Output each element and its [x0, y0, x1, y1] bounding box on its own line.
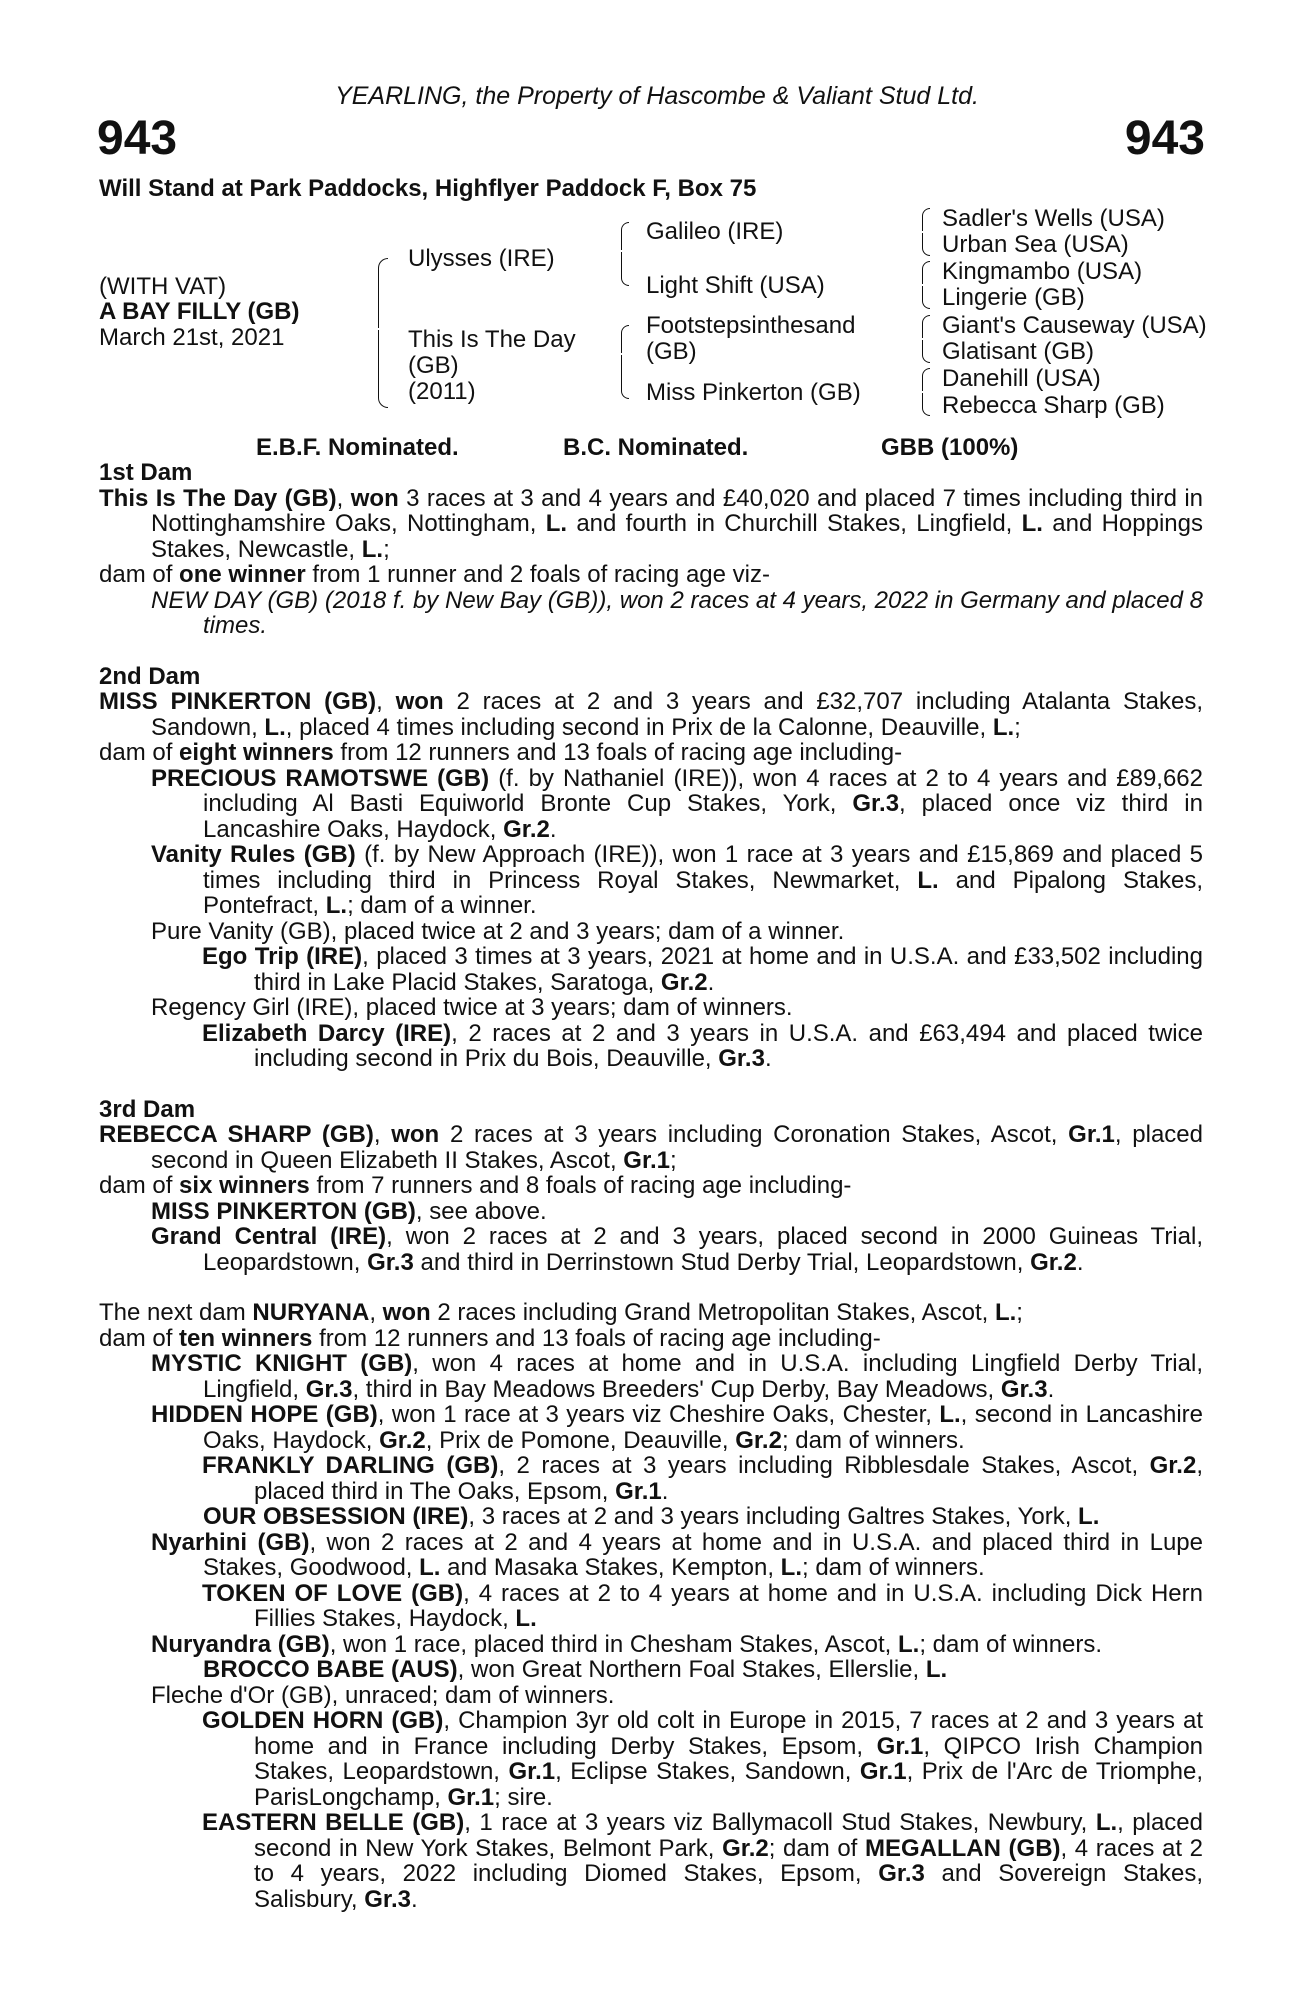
horse-name: NURYANA: [252, 1299, 370, 1326]
race-text: , placed 3 times at 3 years, 2021 at home and in U.S.A. and £33,502 including third in Lake Placid Stakes, Saratoga,: [254, 943, 1203, 996]
race-text: , Prix de Pomone, Deauville,: [425, 1426, 736, 1454]
produce-record: [99, 460, 1203, 1912]
race-text: 3 races at 3 and 4 years and £40,020 and placed 7 times including third in Nottinghamshire Oaks, Nottingham,: [151, 484, 1204, 537]
race-text: (2018 f. by New Bay (GB)), won 2 races at 4 years, 2022 in Germany and placed 8 times.: [203, 586, 1204, 639]
horse-name: Ego Trip (IRE): [202, 943, 363, 970]
won-label: won: [391, 1121, 440, 1148]
pedigree-dam: (2011): [408, 378, 476, 405]
text: from 12 runners and 13 foals of racing age including-: [333, 739, 903, 766]
pedigree-4th-gen: Giant's Causeway (USA): [942, 312, 1207, 339]
horse-name: NEW DAY (GB): [151, 586, 319, 614]
text: from 7 runners and 8 foals of racing age including-: [309, 1172, 852, 1199]
horse-name: HIDDEN HOPE (GB): [151, 1401, 378, 1428]
bc-nomination: B.C. Nominated.: [563, 434, 749, 461]
pedigree-brace: [922, 286, 930, 309]
punctuation: ;: [1016, 1299, 1023, 1326]
vat-note: (WITH VAT): [99, 273, 227, 300]
pedigree-brace: [922, 368, 930, 391]
race-text: , won Great Northern Foal Stakes, Ellerslie,: [457, 1656, 926, 1683]
group-marker: Gr.2: [503, 815, 550, 843]
horse-name: Elizabeth Darcy (IRE): [202, 1019, 452, 1047]
horse-name: This Is The Day (GB): [99, 484, 337, 512]
pedigree-4th-gen: Glatisant (GB): [942, 338, 1095, 365]
text: The next dam: [99, 1299, 253, 1326]
listed-marker: L.: [264, 713, 286, 741]
pedigree-dam-sire: (GB): [646, 338, 697, 365]
pedigree-brace: [621, 222, 629, 250]
produce-entry: [99, 1504, 1203, 1530]
text: dam of: [99, 1172, 180, 1199]
race-text: , placed second in Queen Elizabeth II Stakes, Ascot,: [151, 1121, 1203, 1174]
race-text: , placed once viz third in Lancashire Oaks, Haydock,: [203, 790, 1203, 843]
location-line: Will Stand at Park Paddocks, Highflyer Paddock F, Box 75: [99, 175, 757, 202]
race-text: , won 2 races at 2 and 4 years at home and in U.S.A. and placed third in Lupe Stakes, Goodwood,: [203, 1528, 1203, 1581]
winners-count: eight winners: [179, 739, 334, 766]
gbb-status: GBB (100%): [881, 434, 1019, 461]
produce-entry: [99, 1351, 1203, 1402]
pedigree-4th-gen: Sadler's Wells (USA): [942, 205, 1165, 232]
produce-summary: [99, 562, 1203, 588]
pedigree-brace: [922, 208, 930, 231]
produce-summary: [99, 740, 1203, 766]
race-text: , placed second in New York Stakes, Belmont Park,: [254, 1809, 1203, 1862]
race-text: , 4 races at 2 to 4 years, 2022 including Diomed Stakes, Epsom,: [254, 1834, 1203, 1887]
pedigree-brace: [378, 330, 388, 408]
listed-marker: L.: [939, 1401, 961, 1428]
punctuation: .: [549, 815, 557, 843]
punctuation: .: [764, 1045, 772, 1072]
listed-marker: L.: [1095, 1809, 1118, 1836]
pedigree-sire-dam: Light Shift (USA): [646, 272, 825, 299]
produce-entry: [99, 1453, 1203, 1504]
produce-summary: [99, 1173, 1203, 1199]
pedigree-brace: [922, 393, 930, 416]
produce-entry: [99, 1581, 1203, 1632]
race-text: , third in Bay Meadows Breeders' Cup Derby, Bay Meadows,: [352, 1375, 1001, 1403]
punctuation: ;: [383, 535, 390, 563]
listed-marker: L.: [994, 1299, 1017, 1326]
produce-entry: [99, 1402, 1203, 1453]
punctuation: .: [1076, 1248, 1084, 1276]
listed-marker: L.: [925, 1656, 948, 1683]
horse-name: Grand Central (IRE): [151, 1223, 387, 1250]
produce-entry: [99, 766, 1203, 843]
produce-entry: Fleche d'Or (GB), unraced; dam of winners.: [151, 1681, 615, 1709]
listed-marker: L.: [419, 1554, 441, 1581]
won-label: won: [382, 1299, 431, 1326]
race-text: , won 4 races at home and in U.S.A. including Lingfield Derby Trial, Lingfield,: [203, 1350, 1203, 1403]
produce-entry: [99, 1657, 1203, 1683]
race-text: , placed third in The Oaks, Epsom,: [254, 1452, 1203, 1505]
horse-name: GOLDEN HORN (GB): [202, 1707, 444, 1734]
punctuation: .: [410, 1885, 418, 1913]
race-text: 2 races at 2 and 3 years and £32,707 including Atalanta Stakes, Sandown,: [151, 688, 1203, 741]
text: dam of: [99, 739, 180, 766]
group-marker: Gr.1: [1068, 1121, 1115, 1148]
horse-name: MEGALLAN (GB): [864, 1834, 1061, 1862]
listed-marker: L.: [917, 866, 939, 894]
pedigree-brace: [922, 340, 930, 363]
race-text: , QIPCO Irish Champion Stakes, Leopardstown,: [254, 1732, 1204, 1785]
horse-name: MISS PINKERTON (GB): [99, 688, 377, 715]
horse-name: PRECIOUS RAMOTSWE (GB): [151, 764, 490, 792]
listed-marker: L.: [361, 535, 384, 563]
race-text: ; dam of: [768, 1834, 865, 1862]
pedigree-brace: [621, 252, 629, 286]
dam-entry: MISS PINKERTON (GB), won 2 races at 2 and 3 years and £32,707 including Atalanta Stakes, Sandown, L., placed 4 times including second in Prix de la Calonne, Deauville, L.;: [99, 688, 1203, 741]
race-text: , won 1 race, placed third in Chesham Stakes, Ascot,: [329, 1630, 898, 1658]
horse-name: A BAY FILLY (GB): [99, 298, 300, 325]
race-text: , won 1 race at 3 years viz Cheshire Oaks, Chester,: [377, 1401, 940, 1428]
race-text: and Sovereign Stakes, Salisbury,: [254, 1860, 1204, 1913]
race-text: , 2 races at 2 and 3 years in U.S.A. and £63,494 and placed twice including second in Prix du Bois, Deauville,: [254, 1019, 1203, 1072]
pedigree-4th-gen: Rebecca Sharp (GB): [942, 392, 1165, 419]
race-text: (f. by New Approach (IRE)), won 1 race at 3 years and £15,869 and placed 5 times including third in Princess Royal Stakes, Newmarket,: [203, 841, 1204, 894]
section-heading: 3rd Dam: [99, 1095, 196, 1123]
horse-name: TOKEN OF LOVE (GB): [202, 1579, 464, 1607]
lot-number-right: 943: [1124, 112, 1205, 165]
group-marker: Gr.2: [1030, 1248, 1077, 1276]
pedigree-dam: (GB): [408, 352, 459, 379]
pedigree-4th-gen: Lingerie (GB): [942, 284, 1085, 311]
group-marker: Gr.3: [305, 1375, 353, 1403]
group-marker: Gr.2: [1149, 1452, 1197, 1479]
text: dam of: [99, 561, 180, 588]
race-text: ; dam of winners.: [919, 1630, 1103, 1658]
group-marker: Gr.1: [859, 1758, 907, 1785]
group-marker: Gr.2: [660, 968, 708, 996]
listed-marker: L.: [1021, 510, 1043, 537]
produce-entry: [99, 944, 1203, 995]
pedigree-brace: [922, 261, 930, 284]
group-marker: Gr.1: [623, 1146, 670, 1174]
pedigree-dam-sire: Footstepsinthesand: [646, 312, 856, 339]
listed-marker: L.: [1078, 1503, 1100, 1530]
horse-name: OUR OBSESSION (IRE): [203, 1503, 469, 1530]
race-text: (f. by Nathaniel (IRE)), won 4 races at 2 to 4 years and £89,662 including Al Basti Equiworld Bronte Cup Stakes, York,: [203, 764, 1204, 817]
group-marker: Gr.2: [722, 1834, 769, 1862]
race-text: 2 races at 3 years including Coronation Stakes, Ascot,: [439, 1121, 1069, 1148]
pedigree-brace: [621, 355, 629, 399]
race-text: , second in Lancashire Oaks, Haydock,: [203, 1401, 1203, 1454]
section-heading: 2nd Dam: [99, 662, 201, 690]
race-text: , 4 races at 2 to 4 years at home and in U.S.A. including Dick Hern Fillies Stakes, Haydock,: [254, 1579, 1203, 1632]
pedigree-4th-gen: Danehill (USA): [942, 365, 1101, 392]
group-marker: Gr.2: [379, 1426, 426, 1454]
horse-name: BROCCO BABE (AUS): [203, 1656, 458, 1683]
race-text: , Champion 3yr old colt in Europe in 2015, 7 races at 2 and 3 years at home and in France including Derby Stakes, Epsom,: [254, 1707, 1204, 1760]
horse-name: REBECCA SHARP (GB): [99, 1121, 374, 1148]
race-text: ; dam of winners.: [801, 1554, 985, 1581]
produce-entry: [99, 1810, 1203, 1912]
produce-entry: [99, 1708, 1203, 1810]
pedigree-4th-gen: Urban Sea (USA): [942, 231, 1129, 258]
text: dam of: [99, 1324, 180, 1352]
race-text: ; dam of winners.: [781, 1426, 965, 1454]
ebf-nomination: E.B.F. Nominated.: [256, 434, 459, 461]
listed-marker: L.: [992, 713, 1015, 741]
produce-entry: [99, 588, 1203, 639]
produce-entry: [99, 1530, 1203, 1581]
punctuation: .: [1047, 1375, 1055, 1403]
foaling-date: March 21st, 2021: [99, 324, 285, 351]
pedigree-brace: [378, 258, 388, 328]
race-text: and Masaka Stakes, Kempton,: [440, 1554, 781, 1581]
pedigree-dam: This Is The Day: [408, 326, 576, 353]
race-text: ; dam of a winner.: [347, 892, 537, 919]
produce-entry: Regency Girl (IRE), placed twice at 3 years; dam of winners.: [151, 994, 793, 1021]
race-text: , won 2 races at 2 and 3 years, placed second in 2000 Guineas Trial, Leopardstown,: [203, 1223, 1203, 1276]
listed-marker: L.: [897, 1630, 920, 1658]
race-text: , 1 race at 3 years viz Ballymacoll Stud Stakes, Newbury,: [464, 1809, 1096, 1836]
listed-marker: L.: [515, 1605, 537, 1632]
group-marker: Gr.3: [878, 1860, 925, 1887]
race-text: , see above.: [415, 1197, 547, 1225]
race-text: and fourth in Churchill Stakes, Lingfield,: [567, 510, 1022, 537]
produce-entry: [99, 1632, 1203, 1658]
won-label: won: [350, 484, 399, 512]
produce-entry: [99, 842, 1203, 919]
produce-entry: [99, 1021, 1203, 1072]
punctuation: ;: [669, 1146, 677, 1174]
text: from 1 runner and 2 foals of racing age viz-: [305, 561, 770, 588]
group-marker: Gr.3: [364, 1885, 411, 1913]
group-marker: Gr.1: [447, 1783, 495, 1811]
horse-name: EASTERN BELLE (GB): [202, 1809, 465, 1836]
race-text: , 3 races at 2 and 3 years including Galtres Stakes, York,: [468, 1503, 1079, 1530]
dam-entry: This Is The Day (GB), won 3 races at 3 and 4 years and £40,020 and placed 7 times including third in Nottinghamshire Oaks, Nottingham, L. and fourth in Churchill Stakes, Lingfield, L. and Hoppings Stakes, Newcastle, L.;: [99, 484, 1204, 563]
produce-entry: [99, 1199, 1203, 1225]
pedigree-dam-dam: Miss Pinkerton (GB): [646, 379, 861, 406]
lot-number-left: 943: [97, 112, 178, 165]
pedigree-sire: Ulysses (IRE): [408, 245, 555, 272]
pedigree-4th-gen: Kingmambo (USA): [942, 258, 1143, 285]
race-text: ; sire.: [494, 1783, 553, 1811]
race-text: , 2 races at 3 years including Ribblesdale Stakes, Ascot,: [498, 1452, 1150, 1479]
listed-marker: L.: [780, 1554, 802, 1581]
horse-name: FRANKLY DARLING (GB): [202, 1452, 499, 1479]
group-marker: Gr.2: [735, 1426, 782, 1454]
punctuation: .: [661, 1477, 669, 1505]
produce-summary: [99, 1326, 1203, 1352]
dam-entry: REBECCA SHARP (GB), won 2 races at 3 years including Coronation Stakes, Ascot, Gr.1, placed second in Queen Elizabeth II Stakes, Ascot, Gr.1;: [99, 1121, 1203, 1174]
race-text: , Eclipse Stakes, Sandown,: [555, 1758, 860, 1785]
horse-name: MISS PINKERTON (GB): [151, 1197, 416, 1225]
produce-entry: [99, 1224, 1203, 1275]
section-heading: 1st Dam: [99, 459, 193, 486]
group-marker: Gr.3: [1000, 1375, 1048, 1403]
pedigree-brace: [621, 325, 629, 353]
race-text: , Prix de l'Arc de Triomphe, ParisLongchamp,: [254, 1758, 1203, 1811]
race-text: 2 races including Grand Metropolitan Stakes, Ascot,: [430, 1299, 995, 1326]
next-dam-entry: The next dam NURYANA, won 2 races including Grand Metropolitan Stakes, Ascot, L.;: [99, 1299, 1023, 1326]
listed-marker: L.: [325, 892, 348, 919]
horse-name: Nyarhini (GB): [151, 1528, 310, 1556]
punctuation: .: [707, 968, 715, 996]
produce-entry: Pure Vanity (GB), placed twice at 2 and 3 years; dam of a winner.: [151, 917, 845, 945]
pedigree-brace: [922, 233, 930, 256]
winners-count: ten winners: [179, 1324, 313, 1352]
group-marker: Gr.3: [367, 1248, 414, 1276]
race-text: and third in Derrinstown Stud Derby Trial, Leopardstown,: [413, 1248, 1031, 1276]
punctuation: ;: [1014, 713, 1021, 741]
race-text: and Pipalong Stakes, Pontefract,: [203, 866, 1203, 919]
group-marker: Gr.3: [852, 790, 900, 817]
pedigree-brace: [922, 315, 930, 338]
group-marker: Gr.1: [508, 1758, 556, 1785]
winners-count: six winners: [179, 1172, 310, 1199]
group-marker: Gr.1: [615, 1477, 662, 1505]
catalogue-header: YEARLING, the Property of Hascombe & Valiant Stud Ltd.: [335, 82, 979, 110]
text: from 12 runners and 13 foals of racing age including-: [312, 1324, 881, 1352]
listed-marker: L.: [545, 510, 568, 537]
winners-count: one winner: [179, 561, 306, 588]
pedigree-sire-sire: Galileo (IRE): [646, 218, 784, 245]
race-text: , placed 4 times including second in Prix de la Calonne, Deauville,: [285, 713, 993, 741]
won-label: won: [395, 688, 444, 715]
group-marker: Gr.3: [718, 1045, 765, 1072]
race-text: and Hoppings Stakes, Newcastle,: [151, 510, 1203, 563]
horse-name: Vanity Rules (GB): [151, 841, 356, 868]
horse-name: MYSTIC KNIGHT (GB): [151, 1350, 413, 1377]
group-marker: Gr.1: [876, 1732, 924, 1760]
horse-name: Nuryandra (GB): [151, 1630, 330, 1658]
